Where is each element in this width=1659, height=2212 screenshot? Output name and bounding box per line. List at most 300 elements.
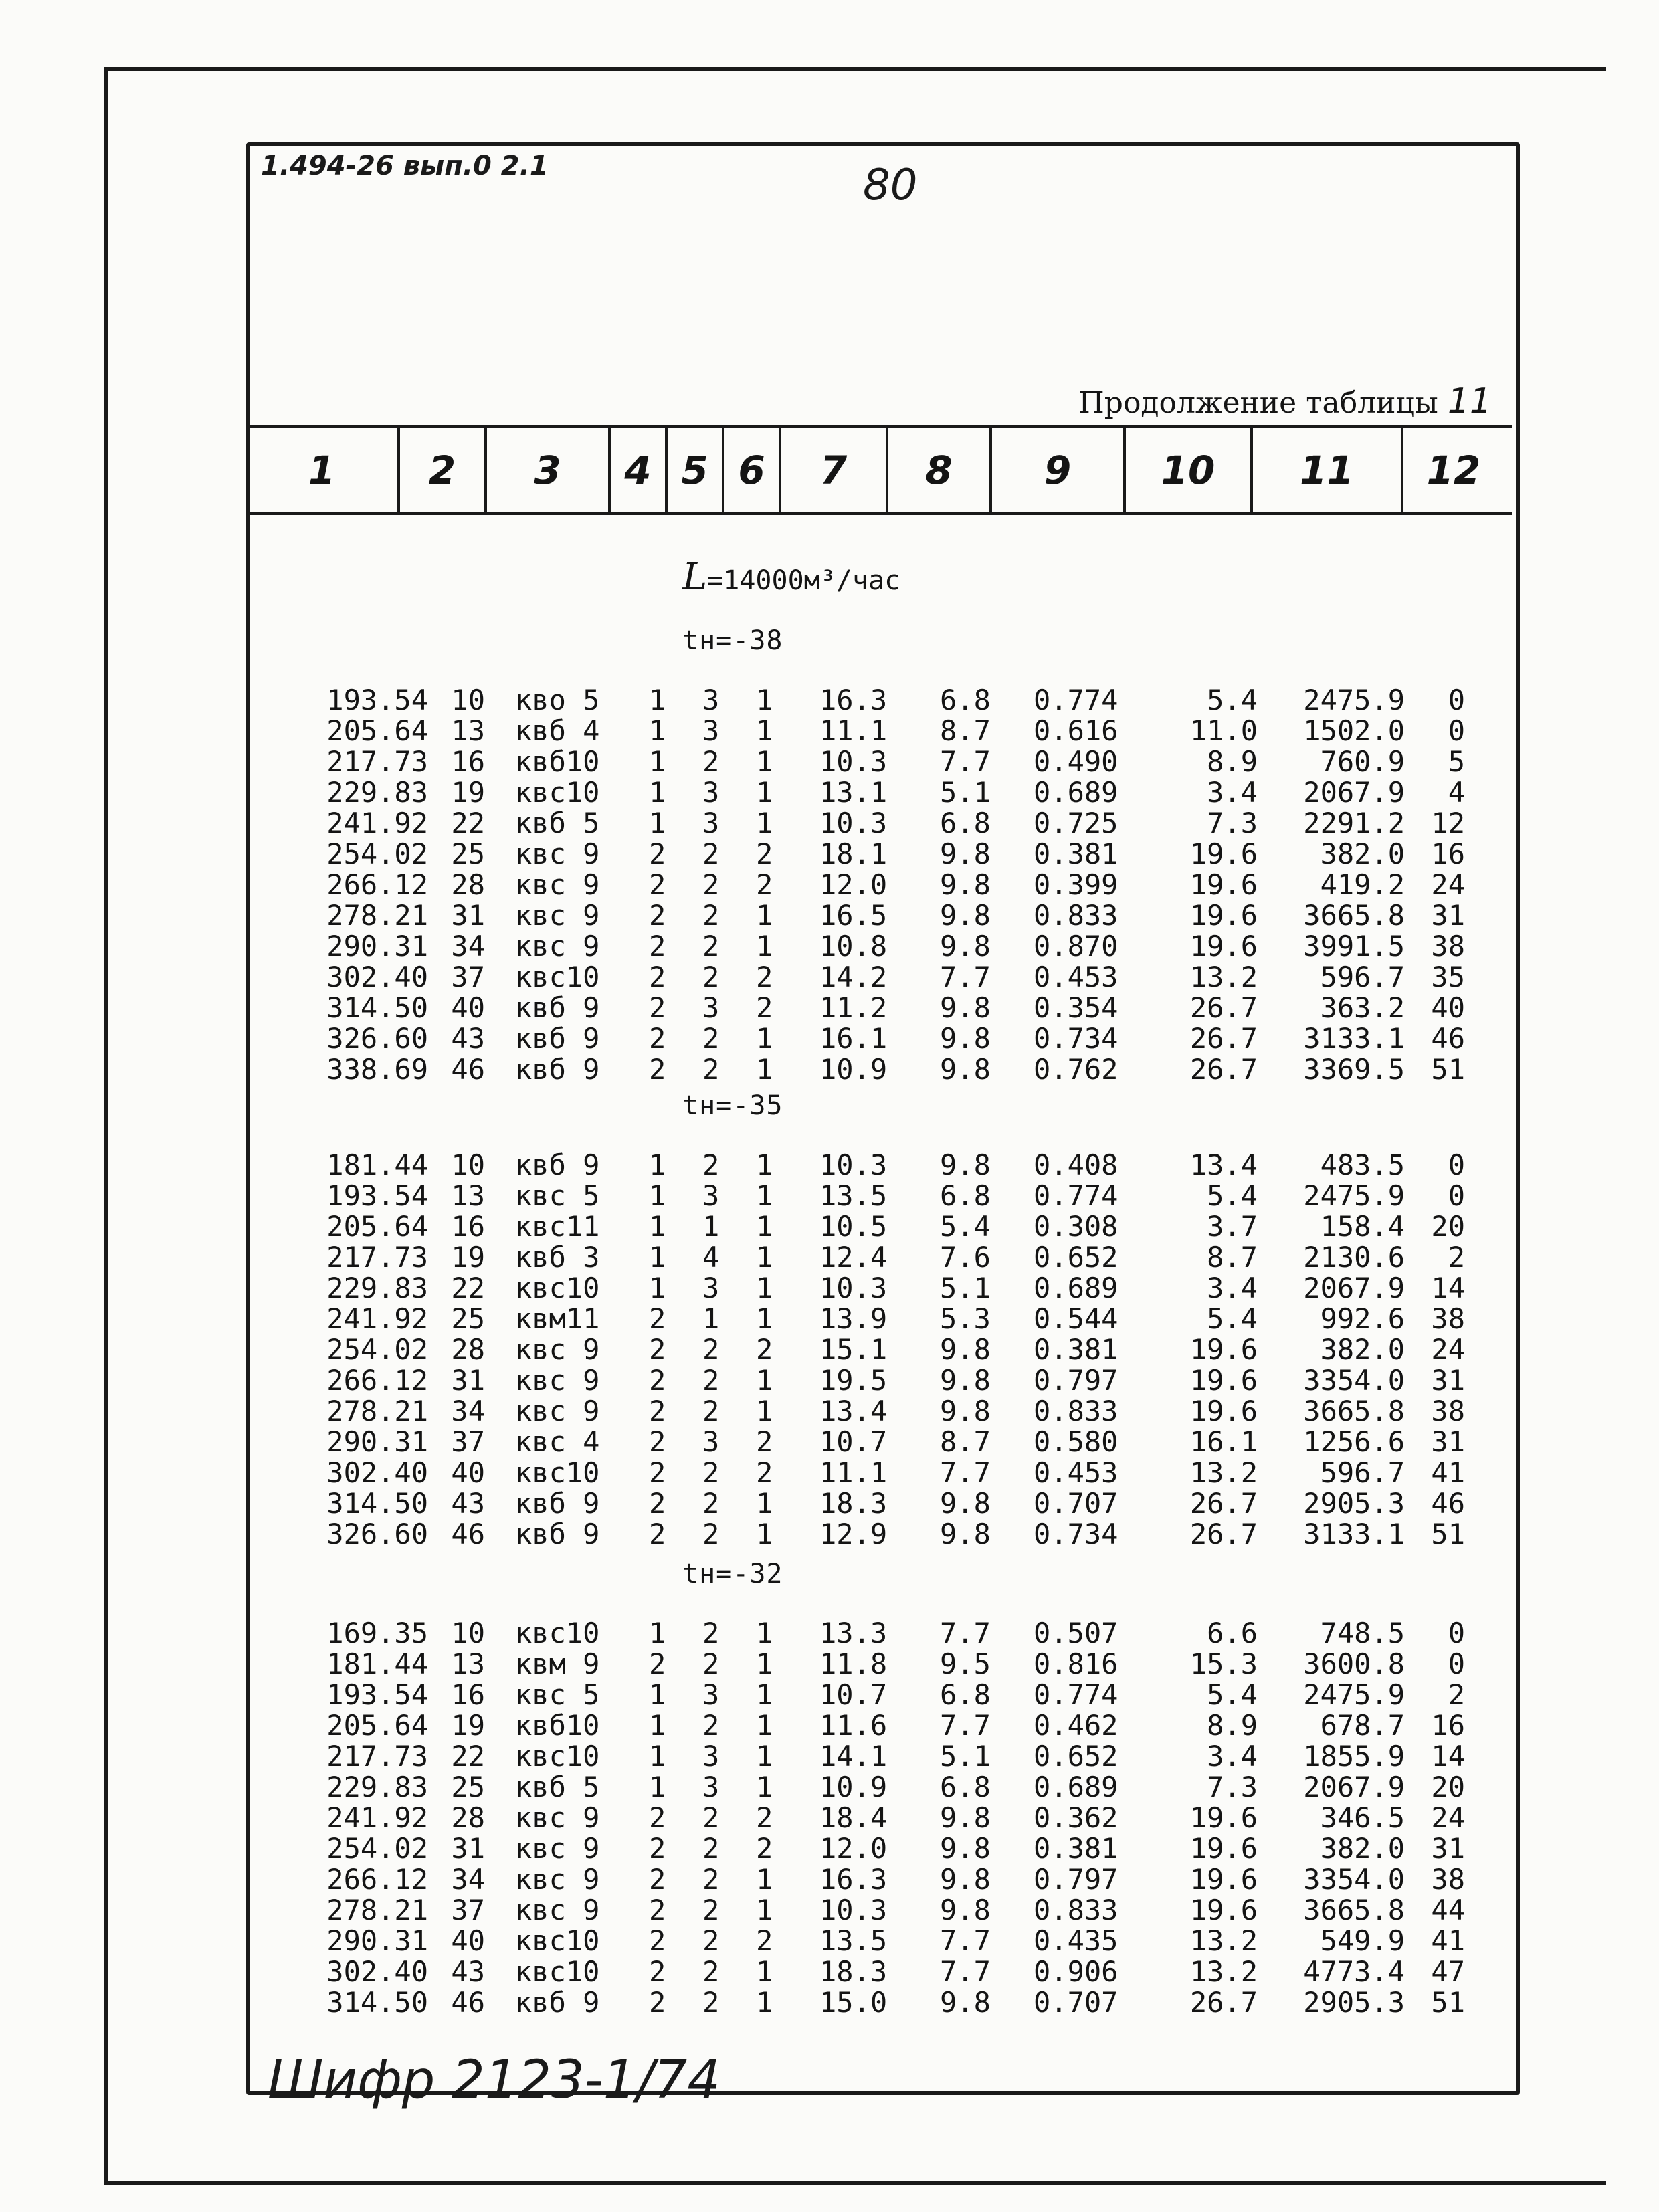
- table-cell-col-9: 0.381: [1034, 1832, 1118, 1865]
- table-cell-col-9: 0.408: [1034, 1148, 1118, 1181]
- air-flow-label: [682, 555, 900, 599]
- table-cell-col-9: 0.774: [1034, 1179, 1118, 1212]
- table-cell-col-5: 3: [702, 991, 720, 1024]
- table-row: [0, 1865, 1659, 1894]
- table-cell-col-6: 1: [756, 1395, 773, 1427]
- table-cell-col-3: квб 4: [515, 714, 600, 747]
- table-cell-col-8: 9.8: [940, 1863, 991, 1896]
- table-cell-col-2: 22: [451, 1740, 485, 1773]
- table-cell-col-12: 46: [1431, 1022, 1465, 1055]
- table-cell-col-7: 13.9: [819, 1302, 888, 1335]
- table-cell-col-4: 1: [649, 1148, 666, 1181]
- table-cell-col-3: квс10: [515, 1924, 600, 1957]
- table-row: [0, 1988, 1659, 2017]
- column-header-2: 2: [400, 428, 487, 512]
- table-cell-col-12: 41: [1431, 1924, 1465, 1957]
- table-cell-col-3: квс10: [515, 1456, 600, 1489]
- table-cell-col-1: 169.35: [326, 1617, 428, 1649]
- table-row: [0, 686, 1659, 715]
- table-cell-col-9: 0.734: [1034, 1518, 1118, 1550]
- document-reference: 1.494-26 вып.0 2.1: [261, 150, 549, 181]
- table-cell-col-10: 7.3: [1207, 807, 1258, 839]
- table-cell-col-12: 2: [1448, 1678, 1465, 1711]
- table-cell-col-10: 13.2: [1189, 1456, 1258, 1489]
- table-cell-col-6: 2: [756, 1425, 773, 1458]
- table-cell-col-11: 992.6: [1320, 1302, 1405, 1335]
- table-cell-col-1: 241.92: [326, 1801, 428, 1834]
- table-cell-col-1: 241.92: [326, 807, 428, 839]
- table-cell-col-9: 0.507: [1034, 1617, 1118, 1649]
- table-cell-col-2: 19: [451, 1709, 485, 1742]
- table-cell-col-1: 254.02: [326, 1333, 428, 1366]
- table-cell-col-10: 26.7: [1189, 1487, 1258, 1520]
- table-cell-col-6: 2: [756, 961, 773, 993]
- table-cell-col-6: 1: [756, 1986, 773, 2019]
- table-cell-col-11: 2067.9: [1303, 1272, 1405, 1304]
- table-row: [0, 839, 1659, 869]
- table-cell-col-5: 2: [702, 1053, 720, 1086]
- table-cell-col-11: 2130.6: [1303, 1241, 1405, 1274]
- table-cell-col-10: 5.4: [1207, 684, 1258, 716]
- table-cell-col-6: 2: [756, 1832, 773, 1865]
- table-cell-col-3: квб 9: [515, 991, 600, 1024]
- table-cell-col-1: 217.73: [326, 745, 428, 778]
- column-header-11: 11: [1253, 428, 1403, 512]
- table-cell-col-12: 5: [1448, 745, 1465, 778]
- table-cell-col-5: 3: [702, 1678, 720, 1711]
- table-cell-col-5: 3: [702, 714, 720, 747]
- table-cell-col-11: 382.0: [1320, 837, 1405, 870]
- table-cell-col-1: 266.12: [326, 868, 428, 901]
- table-cell-col-8: 7.7: [940, 1955, 991, 1988]
- table-cell-col-8: 5.1: [940, 1272, 991, 1304]
- table-row: [0, 1212, 1659, 1241]
- section-title: tн=-35: [682, 1090, 783, 1121]
- table-cell-col-4: 2: [649, 1053, 666, 1086]
- table-cell-col-1: 278.21: [326, 1395, 428, 1427]
- table-cell-col-2: 37: [451, 1894, 485, 1926]
- table-cell-col-5: 2: [702, 1022, 720, 1055]
- table-cell-col-3: квс 9: [515, 1863, 600, 1896]
- table-cell-col-3: квс 9: [515, 1832, 600, 1865]
- table-cell-col-10: 19.6: [1189, 930, 1258, 963]
- table-cell-col-10: 8.9: [1207, 745, 1258, 778]
- table-cell-col-3: квс 9: [515, 899, 600, 932]
- table-cell-col-2: 22: [451, 807, 485, 839]
- table-cell-col-6: 1: [756, 1518, 773, 1550]
- table-row: [0, 1024, 1659, 1053]
- table-cell-col-6: 2: [756, 868, 773, 901]
- table-cell-col-5: 2: [702, 837, 720, 870]
- table-cell-col-2: 34: [451, 930, 485, 963]
- table-cell-col-9: 0.774: [1034, 1678, 1118, 1711]
- table-cell-col-1: 266.12: [326, 1863, 428, 1896]
- table-cell-col-7: 10.3: [819, 1148, 888, 1181]
- table-cell-col-11: 3665.8: [1303, 1894, 1405, 1926]
- table-cell-col-2: 19: [451, 776, 485, 809]
- table-cell-col-6: 1: [756, 1210, 773, 1243]
- table-row: [0, 1649, 1659, 1679]
- table-cell-col-4: 1: [649, 1241, 666, 1274]
- table-row: [0, 1957, 1659, 1987]
- table-cell-col-10: 19.6: [1189, 1832, 1258, 1865]
- table-cell-col-9: 0.453: [1034, 961, 1118, 993]
- table-cell-col-1: 229.83: [326, 1771, 428, 1803]
- column-header-6: 6: [724, 428, 781, 512]
- table-cell-col-6: 1: [756, 1053, 773, 1086]
- table-cell-col-3: квб 9: [515, 1487, 600, 1520]
- table-cell-col-12: 0: [1448, 1148, 1465, 1181]
- table-cell-col-1: 217.73: [326, 1241, 428, 1274]
- table-cell-col-10: 13.4: [1189, 1148, 1258, 1181]
- table-cell-col-7: 18.4: [819, 1801, 888, 1834]
- table-cell-col-5: 3: [702, 1272, 720, 1304]
- table-row: [0, 1427, 1659, 1457]
- table-cell-col-12: 0: [1448, 1179, 1465, 1212]
- table-cell-col-12: 2: [1448, 1241, 1465, 1274]
- table-cell-col-9: 0.462: [1034, 1709, 1118, 1742]
- table-cell-col-4: 2: [649, 1022, 666, 1055]
- table-cell-col-9: 0.399: [1034, 868, 1118, 901]
- table-cell-col-8: 9.8: [940, 1487, 991, 1520]
- table-cell-col-6: 1: [756, 1302, 773, 1335]
- table-cell-col-1: 302.40: [326, 1456, 428, 1489]
- table-cell-col-3: квс 9: [515, 1333, 600, 1366]
- table-cell-col-8: 9.8: [940, 1364, 991, 1397]
- table-cell-col-7: 13.1: [819, 776, 888, 809]
- table-cell-col-12: 38: [1431, 1302, 1465, 1335]
- table-cell-col-6: 1: [756, 1272, 773, 1304]
- table-cell-col-5: 2: [702, 745, 720, 778]
- table-cell-col-4: 1: [649, 1678, 666, 1711]
- table-cell-col-8: 9.8: [940, 1333, 991, 1366]
- table-cell-col-4: 2: [649, 1986, 666, 2019]
- table-cell-col-9: 0.725: [1034, 807, 1118, 839]
- table-cell-col-5: 2: [702, 1863, 720, 1896]
- table-cell-col-5: 2: [702, 1955, 720, 1988]
- table-cell-col-11: 2905.3: [1303, 1487, 1405, 1520]
- table-cell-col-7: 18.3: [819, 1487, 888, 1520]
- table-cell-col-10: 19.6: [1189, 1894, 1258, 1926]
- table-row: [0, 901, 1659, 930]
- table-cell-col-7: 16.5: [819, 899, 888, 932]
- table-cell-col-12: 46: [1431, 1487, 1465, 1520]
- table-row: [0, 1742, 1659, 1771]
- table-cell-col-8: 7.6: [940, 1241, 991, 1274]
- table-cell-col-2: 10: [451, 684, 485, 716]
- table-cell-col-12: 14: [1431, 1272, 1465, 1304]
- table-cell-col-9: 0.689: [1034, 1771, 1118, 1803]
- table-cell-col-7: 10.3: [819, 745, 888, 778]
- table-cell-col-3: квб10: [515, 745, 600, 778]
- table-cell-col-11: 382.0: [1320, 1832, 1405, 1865]
- column-header-9: 9: [992, 428, 1126, 512]
- table-cell-col-9: 0.616: [1034, 714, 1118, 747]
- table-cell-col-4: 1: [649, 745, 666, 778]
- table-cell-col-9: 0.381: [1034, 837, 1118, 870]
- table-cell-col-2: 46: [451, 1518, 485, 1550]
- table-cell-col-8: 8.7: [940, 1425, 991, 1458]
- table-cell-col-2: 43: [451, 1022, 485, 1055]
- table-cell-col-1: 314.50: [326, 1487, 428, 1520]
- table-cell-col-6: 1: [756, 1179, 773, 1212]
- table-cell-col-7: 12.0: [819, 1832, 888, 1865]
- table-cell-col-8: 7.7: [940, 745, 991, 778]
- table-cell-col-4: 2: [649, 1302, 666, 1335]
- table-cell-col-2: 25: [451, 837, 485, 870]
- table-row: [0, 1458, 1659, 1488]
- table-cell-col-4: 2: [649, 1518, 666, 1550]
- table-cell-col-11: 346.5: [1320, 1801, 1405, 1834]
- table-cell-col-9: 0.435: [1034, 1924, 1118, 1957]
- table-cell-col-8: 7.7: [940, 1924, 991, 1957]
- table-cell-col-3: квс 9: [515, 1364, 600, 1397]
- table-cell-col-10: 26.7: [1189, 1022, 1258, 1055]
- table-cell-col-4: 1: [649, 807, 666, 839]
- table-cell-col-5: 2: [702, 1801, 720, 1834]
- table-cell-col-1: 181.44: [326, 1148, 428, 1181]
- table-cell-col-1: 326.60: [326, 1518, 428, 1550]
- table-cell-col-9: 0.833: [1034, 1395, 1118, 1427]
- table-cell-col-3: кво 5: [515, 684, 600, 716]
- table-cell-col-9: 0.381: [1034, 1333, 1118, 1366]
- table-cell-col-11: 3665.8: [1303, 899, 1405, 932]
- table-cell-col-8: 5.1: [940, 1740, 991, 1773]
- table-cell-col-1: 181.44: [326, 1647, 428, 1680]
- table-cell-col-10: 11.0: [1189, 714, 1258, 747]
- table-cell-col-4: 2: [649, 1894, 666, 1926]
- table-row: [0, 1773, 1659, 1802]
- table-cell-col-6: 1: [756, 1709, 773, 1742]
- table-cell-col-7: 11.1: [819, 714, 888, 747]
- table-cell-col-7: 12.0: [819, 868, 888, 901]
- table-cell-col-9: 0.833: [1034, 1894, 1118, 1926]
- table-cell-col-5: 2: [702, 1487, 720, 1520]
- table-cell-col-1: 254.02: [326, 1832, 428, 1865]
- table-cell-col-3: квс 9: [515, 1395, 600, 1427]
- table-cell-col-12: 44: [1431, 1894, 1465, 1926]
- table-cell-col-10: 3.4: [1207, 1740, 1258, 1773]
- table-cell-col-5: 2: [702, 1832, 720, 1865]
- table-row: [0, 716, 1659, 746]
- table-cell-col-4: 2: [649, 1487, 666, 1520]
- table-cell-col-5: 3: [702, 1425, 720, 1458]
- table-cell-col-9: 0.689: [1034, 1272, 1118, 1304]
- table-cell-col-11: 3354.0: [1303, 1863, 1405, 1896]
- table-cell-col-12: 12: [1431, 807, 1465, 839]
- table-cell-col-1: 205.64: [326, 1210, 428, 1243]
- table-cell-col-2: 34: [451, 1863, 485, 1896]
- table-cell-col-11: 2067.9: [1303, 1771, 1405, 1803]
- table-cell-col-12: 14: [1431, 1740, 1465, 1773]
- table-cell-col-11: 363.2: [1320, 991, 1405, 1024]
- table-cell-col-11: 549.9: [1320, 1924, 1405, 1957]
- table-cell-col-8: 9.8: [940, 868, 991, 901]
- table-cell-col-6: 1: [756, 684, 773, 716]
- table-cell-col-7: 19.5: [819, 1364, 888, 1397]
- footer-cipher: Шифр 2123-1/74: [268, 2050, 720, 2110]
- table-cell-col-5: 1: [702, 1302, 720, 1335]
- table-row: [0, 963, 1659, 992]
- table-cell-col-3: квб 9: [515, 1022, 600, 1055]
- table-cell-col-4: 1: [649, 1771, 666, 1803]
- section-title: tн=-32: [682, 1559, 783, 1589]
- table-cell-col-8: 9.5: [940, 1647, 991, 1680]
- table-cell-col-1: 278.21: [326, 1894, 428, 1926]
- table-row: [0, 747, 1659, 777]
- table-cell-col-5: 3: [702, 1740, 720, 1773]
- table-cell-col-10: 5.4: [1207, 1678, 1258, 1711]
- table-cell-col-2: 19: [451, 1241, 485, 1274]
- table-cell-col-8: 9.8: [940, 1148, 991, 1181]
- table-cell-col-2: 40: [451, 991, 485, 1024]
- table-cell-col-10: 19.6: [1189, 1364, 1258, 1397]
- column-header-4: 4: [611, 428, 668, 512]
- table-cell-col-3: квс 4: [515, 1425, 600, 1458]
- table-cell-col-12: 38: [1431, 930, 1465, 963]
- table-cell-col-12: 0: [1448, 1617, 1465, 1649]
- table-cell-col-11: 3991.5: [1303, 930, 1405, 963]
- table-cell-col-4: 1: [649, 1272, 666, 1304]
- table-cell-col-4: 2: [649, 1801, 666, 1834]
- column-header-row: [246, 425, 1512, 515]
- table-cell-col-12: 20: [1431, 1771, 1465, 1803]
- table-cell-col-2: 31: [451, 1364, 485, 1397]
- table-cell-col-2: 13: [451, 1647, 485, 1680]
- table-cell-col-2: 40: [451, 1924, 485, 1957]
- table-cell-col-10: 19.6: [1189, 899, 1258, 932]
- table-cell-col-12: 51: [1431, 1053, 1465, 1086]
- table-cell-col-11: 3133.1: [1303, 1518, 1405, 1550]
- table-cell-col-11: 2475.9: [1303, 684, 1405, 716]
- table-cell-col-5: 2: [702, 1647, 720, 1680]
- table-cell-col-4: 1: [649, 776, 666, 809]
- table-cell-col-6: 2: [756, 1801, 773, 1834]
- table-cell-col-1: 217.73: [326, 1740, 428, 1773]
- table-cell-col-8: 9.8: [940, 991, 991, 1024]
- table-cell-col-3: квб 3: [515, 1241, 600, 1274]
- table-row: [0, 778, 1659, 807]
- table-cell-col-6: 1: [756, 1678, 773, 1711]
- table-cell-col-12: 0: [1448, 684, 1465, 716]
- flow-value: =14000м³/час: [707, 565, 901, 596]
- table-cell-col-7: 11.1: [819, 1456, 888, 1489]
- table-cell-col-1: 193.54: [326, 684, 428, 716]
- table-cell-col-1: 314.50: [326, 1986, 428, 2019]
- table-cell-col-7: 14.1: [819, 1740, 888, 1773]
- table-cell-col-11: 760.9: [1320, 745, 1405, 778]
- table-cell-col-3: квс 9: [515, 930, 600, 963]
- table-cell-col-6: 1: [756, 1148, 773, 1181]
- table-cell-col-2: 25: [451, 1771, 485, 1803]
- table-cell-col-9: 0.774: [1034, 684, 1118, 716]
- table-cell-col-1: 266.12: [326, 1364, 428, 1397]
- table-cell-col-11: 3369.5: [1303, 1053, 1405, 1086]
- table-cell-col-8: 9.8: [940, 1801, 991, 1834]
- column-header-10: 10: [1126, 428, 1253, 512]
- table-cell-col-5: 2: [702, 930, 720, 963]
- table-cell-col-12: 31: [1431, 1425, 1465, 1458]
- table-cell-col-2: 25: [451, 1302, 485, 1335]
- table-cell-col-8: 9.8: [940, 1395, 991, 1427]
- table-cell-col-11: 4773.4: [1303, 1955, 1405, 1988]
- table-cell-col-11: 1502.0: [1303, 714, 1405, 747]
- table-cell-col-2: 37: [451, 961, 485, 993]
- table-cell-col-11: 2475.9: [1303, 1678, 1405, 1711]
- table-cell-col-9: 0.308: [1034, 1210, 1118, 1243]
- table-cell-col-6: 1: [756, 1364, 773, 1397]
- table-cell-col-4: 2: [649, 1364, 666, 1397]
- table-cell-col-10: 19.6: [1189, 1333, 1258, 1366]
- table-cell-col-5: 2: [702, 1456, 720, 1489]
- table-cell-col-9: 0.580: [1034, 1425, 1118, 1458]
- table-cell-col-11: 483.5: [1320, 1148, 1405, 1181]
- table-cell-col-11: 1855.9: [1303, 1740, 1405, 1773]
- table-cell-col-9: 0.652: [1034, 1740, 1118, 1773]
- table-cell-col-2: 16: [451, 1210, 485, 1243]
- table-cell-col-2: 40: [451, 1456, 485, 1489]
- table-cell-col-12: 31: [1431, 1832, 1465, 1865]
- table-cell-col-12: 24: [1431, 868, 1465, 901]
- table-cell-col-3: квб 9: [515, 1986, 600, 2019]
- table-cell-col-5: 2: [702, 1148, 720, 1181]
- table-cell-col-7: 16.3: [819, 684, 888, 716]
- table-cell-col-3: квс 9: [515, 868, 600, 901]
- table-cell-col-5: 2: [702, 1518, 720, 1550]
- table-cell-col-2: 34: [451, 1395, 485, 1427]
- table-cell-col-5: 2: [702, 1986, 720, 2019]
- table-cell-col-1: 290.31: [326, 1924, 428, 1957]
- table-cell-col-1: 302.40: [326, 1955, 428, 1988]
- table-cell-col-4: 2: [649, 1924, 666, 1957]
- table-cell-col-12: 38: [1431, 1395, 1465, 1427]
- table-cell-col-10: 19.6: [1189, 1863, 1258, 1896]
- table-cell-col-1: 241.92: [326, 1302, 428, 1335]
- table-cell-col-12: 47: [1431, 1955, 1465, 1988]
- table-cell-col-5: 2: [702, 1617, 720, 1649]
- table-cell-col-6: 1: [756, 899, 773, 932]
- table-cell-col-9: 0.797: [1034, 1364, 1118, 1397]
- table-cell-col-10: 3.4: [1207, 1272, 1258, 1304]
- table-row: [0, 870, 1659, 900]
- table-cell-col-3: квс10: [515, 1955, 600, 1988]
- table-cell-col-2: 16: [451, 745, 485, 778]
- table-cell-col-5: 2: [702, 1364, 720, 1397]
- table-cell-col-12: 31: [1431, 899, 1465, 932]
- table-cell-col-7: 12.4: [819, 1241, 888, 1274]
- table-cell-col-4: 1: [649, 1740, 666, 1773]
- table-cell-col-12: 31: [1431, 1364, 1465, 1397]
- table-cell-col-8: 9.8: [940, 1832, 991, 1865]
- table-cell-col-11: 419.2: [1320, 868, 1405, 901]
- table-cell-col-9: 0.354: [1034, 991, 1118, 1024]
- table-cell-col-3: квс10: [515, 1740, 600, 1773]
- table-cell-col-3: квб10: [515, 1709, 600, 1742]
- table-cell-col-10: 19.6: [1189, 1395, 1258, 1427]
- table-cell-col-8: 5.3: [940, 1302, 991, 1335]
- table-cell-col-7: 15.1: [819, 1333, 888, 1366]
- table-cell-col-4: 2: [649, 1955, 666, 1988]
- table-cell-col-4: 2: [649, 899, 666, 932]
- table-cell-col-7: 11.8: [819, 1647, 888, 1680]
- table-row: [0, 1834, 1659, 1864]
- table-cell-col-9: 0.797: [1034, 1863, 1118, 1896]
- table-cell-col-2: 28: [451, 868, 485, 901]
- table-cell-col-10: 8.7: [1207, 1241, 1258, 1274]
- table-cell-col-2: 16: [451, 1678, 485, 1711]
- table-row: [0, 809, 1659, 838]
- table-cell-col-4: 2: [649, 868, 666, 901]
